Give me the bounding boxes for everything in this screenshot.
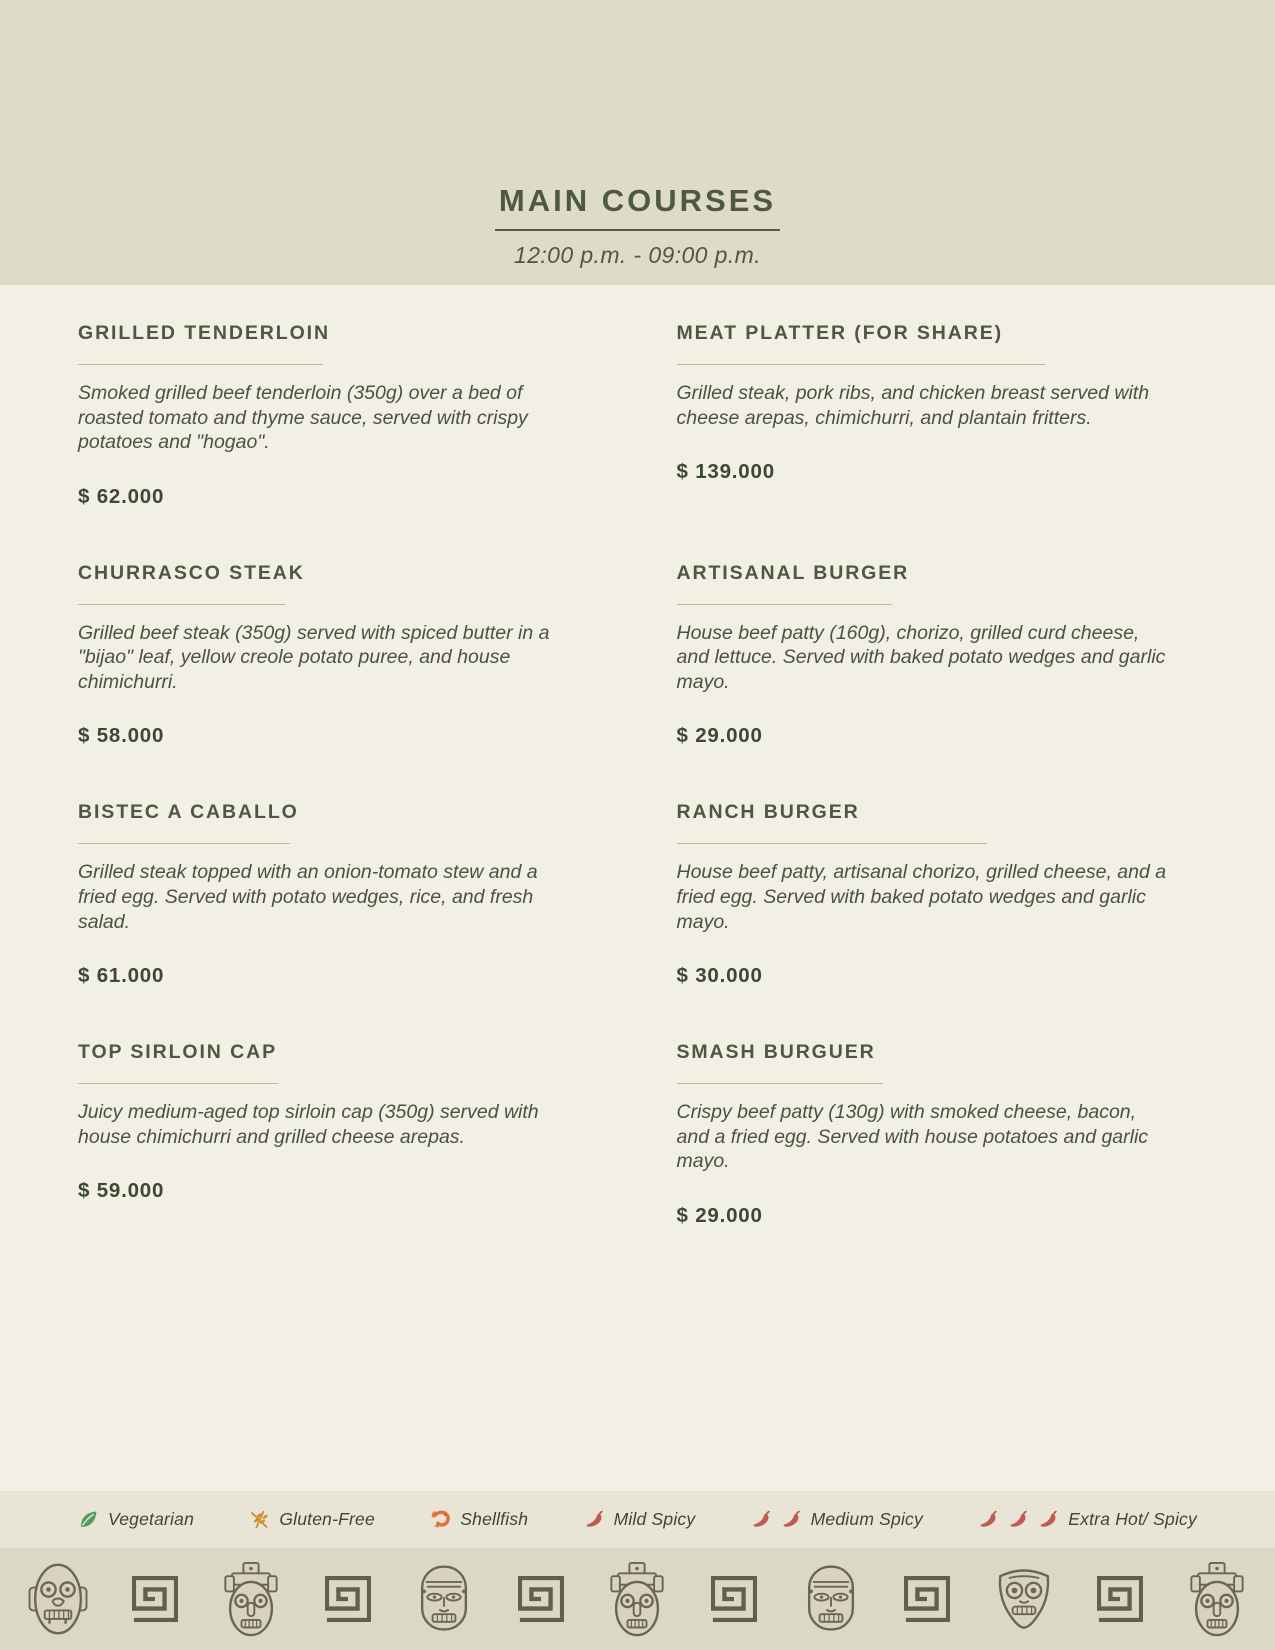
legend-label: Mild Spicy (613, 1509, 696, 1529)
decor-item (605, 1561, 669, 1637)
mask-crown-icon (1185, 1561, 1249, 1637)
decor-item (711, 1576, 757, 1622)
dish-name: ARTISANAL BURGER (676, 561, 910, 584)
chili-pepper-icon (1008, 1509, 1029, 1530)
dish-divider (677, 364, 1045, 365)
title-underline (495, 183, 780, 231)
dish-price: $ 139.000 (676, 460, 775, 484)
gluten-free-icon (249, 1509, 270, 1530)
menu-item (677, 801, 1177, 988)
dish-divider (78, 604, 285, 605)
dish-description: Juicy medium-aged top sirloin cap (350g) served with house chimichurri and grilled cheese arepas. (78, 1101, 539, 1148)
menu-item (78, 801, 578, 988)
dish-name: BISTEC A CABALLO (78, 801, 299, 824)
greek-spiral-icon (711, 1576, 757, 1622)
legend-label: Gluten-Free (279, 1509, 375, 1529)
menu-header (0, 0, 1275, 285)
dish-name: CHURRASCO STEAK (78, 561, 305, 584)
dish-price: $ 58.000 (78, 724, 165, 748)
legend-item (78, 1509, 194, 1530)
decor-item (132, 1576, 178, 1622)
dish-price: $ 30.000 (676, 964, 763, 988)
menu-item (78, 1041, 578, 1228)
dish-divider (677, 843, 987, 844)
decor-item (1097, 1576, 1143, 1622)
dish-name: RANCH BURGER (676, 801, 860, 824)
menu-grid (0, 285, 1275, 1228)
dish-description: Grilled beef steak (350g) served with spiced butter in a "bijao" leaf, yellow creole potato puree, and house chimichurri. (78, 621, 550, 693)
chili-pepper-icon (751, 1509, 772, 1530)
greek-spiral-icon (904, 1576, 950, 1622)
dish-divider (78, 843, 290, 844)
decor-item (219, 1561, 283, 1637)
dish-name: MEAT PLATTER (FOR SHARE) (676, 322, 1004, 344)
chili-pepper-icon (978, 1509, 999, 1530)
mask-round-icon (26, 1561, 90, 1637)
dish-description: Smoked grilled beef tenderloin (350g) over a bed of roasted tomato and thyme sauce, served with crispy potatoes and "hogao". (78, 382, 528, 454)
decor-item (904, 1576, 950, 1622)
greek-spiral-icon (325, 1576, 371, 1622)
menu-item (677, 322, 1177, 509)
shrimp-icon (430, 1509, 451, 1530)
dish-name: SMASH BURGUER (676, 1041, 876, 1064)
dish-description: House beef patty (160g), chorizo, grilled curd cheese, and lettuce. Served with baked potato wedges and garlic mayo. (676, 621, 1166, 693)
decorative-footer (0, 1548, 1275, 1650)
dish-divider (677, 604, 892, 605)
dish-description: Crispy beef patty (130g) with smoked cheese, bacon, and a fried egg. Served with house potatoes and garlic mayo. (676, 1101, 1149, 1173)
greek-spiral-icon (132, 1576, 178, 1622)
dish-divider (78, 1083, 278, 1084)
leaf-icon (78, 1509, 99, 1530)
menu-item (78, 322, 578, 509)
decor-item (325, 1576, 371, 1622)
legend-label: Vegetarian (108, 1509, 194, 1529)
dish-price: $ 61.000 (78, 964, 165, 988)
dish-price: $ 59.000 (78, 1179, 165, 1203)
mask-crown-icon (605, 1561, 669, 1637)
dish-description: Grilled steak topped with an onion-tomato stew and a fried egg. Served with potato wedges, rice, and fresh salad. (78, 861, 538, 933)
dish-divider (78, 364, 323, 365)
page-title: MAIN COURSES (498, 183, 777, 218)
menu-item (78, 562, 578, 749)
chili-pepper-icon (1038, 1509, 1059, 1530)
legend-item (249, 1509, 375, 1530)
mask-triangle-icon (992, 1561, 1056, 1637)
mask-helmet-icon (799, 1561, 863, 1637)
menu-item (677, 562, 1177, 749)
greek-spiral-icon (518, 1576, 564, 1622)
decor-item (518, 1576, 564, 1622)
legend-item (751, 1509, 923, 1530)
dish-price: $ 29.000 (676, 1203, 763, 1227)
legend-item (584, 1509, 696, 1530)
greek-spiral-icon (1097, 1576, 1143, 1622)
chili-pepper-icon (584, 1509, 605, 1530)
mask-helmet-icon (412, 1561, 476, 1637)
dish-name: TOP SIRLOIN CAP (78, 1041, 277, 1064)
mask-crown-icon (219, 1561, 283, 1637)
menu-item (677, 1041, 1177, 1228)
dish-divider (677, 1083, 883, 1084)
decor-item (412, 1561, 476, 1637)
serving-hours: 12:00 p.m. - 09:00 p.m. (514, 242, 761, 268)
dish-price: $ 29.000 (676, 724, 763, 748)
dish-description: Grilled steak, pork ribs, and chicken breast served with cheese arepas, chimichurri, and plantain fritters. (676, 382, 1150, 429)
dish-price: $ 62.000 (78, 484, 165, 508)
decor-item (1185, 1561, 1249, 1637)
chili-pepper-icon (781, 1509, 802, 1530)
legend-label: Extra Hot/ Spicy (1068, 1509, 1197, 1529)
dietary-legend (0, 1491, 1275, 1548)
legend-item (430, 1509, 528, 1530)
dish-description: House beef patty, artisanal chorizo, grilled cheese, and a fried egg. Served with baked potato wedges and garlic mayo. (676, 861, 1167, 933)
legend-item (978, 1509, 1197, 1530)
decor-item (799, 1561, 863, 1637)
dish-name: GRILLED TENDERLOIN (78, 322, 330, 344)
legend-label: Shellfish (460, 1509, 529, 1529)
decor-item (26, 1561, 90, 1637)
legend-label: Medium Spicy (810, 1509, 923, 1529)
decor-item (992, 1561, 1056, 1637)
